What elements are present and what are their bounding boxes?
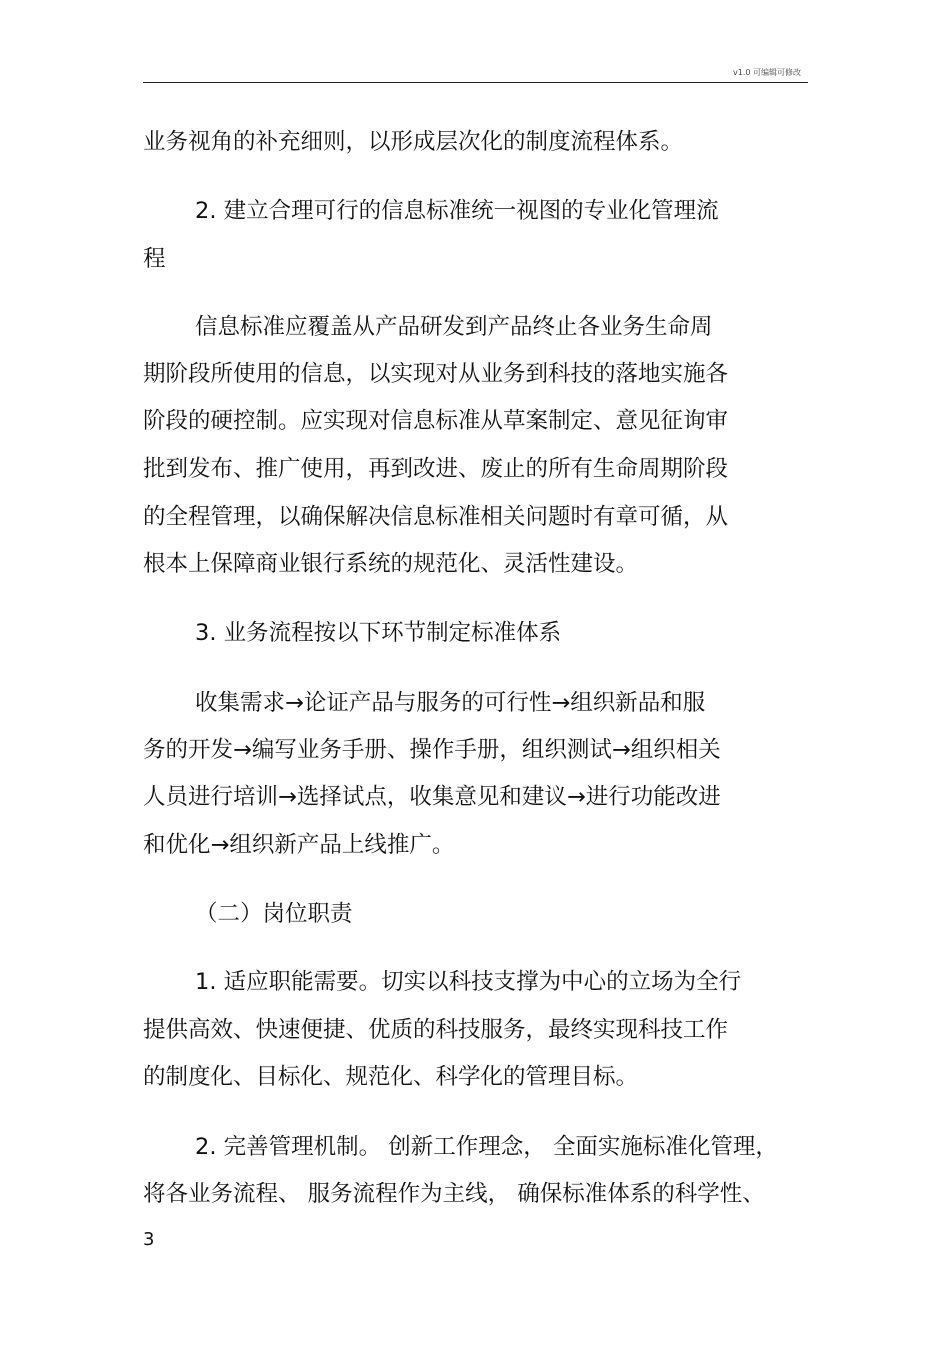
text-line: 务的开发→编写业务手册、操作手册，组织测试→组织相关 <box>143 737 721 763</box>
text-line: 根本上保障商业银行系统的规范化、灵活性建设。 <box>143 551 639 577</box>
text-line: 将各业务流程、 服务流程作为主线， 确保标准体系的科学性、 <box>143 1181 765 1207</box>
text-line: 阶段的硬控制。应实现对信息标准从草案制定、意见征询审 <box>143 408 729 434</box>
text-line: 2. 完善管理机制。 创新工作理念， 全面实施标准化管理， <box>195 1134 778 1160</box>
section-heading: （二）岗位职责 <box>195 901 353 927</box>
text-line: 的全程管理，以确保解决信息标准相关问题时有章可循，从 <box>143 504 729 530</box>
text-line: 业务视角的补充细则，以形成层次化的制度流程体系。 <box>143 129 684 155</box>
section-heading-continued: 程 <box>143 246 166 272</box>
header-divider <box>143 82 808 83</box>
text-line: 的制度化、目标化、规范化、科学化的管理目标。 <box>143 1064 639 1090</box>
section-heading: 2. 建立合理可行的信息标准统一视图的专业化管理流 <box>195 198 719 224</box>
section-heading: 3. 业务流程按以下环节制定标准体系 <box>195 620 562 646</box>
text-line: 批到发布、推广使用，再到改进、废止的所有生命周期阶段 <box>143 456 729 482</box>
text-line: 1. 适应职能需要。切实以科技支撑为中心的立场为全行 <box>195 969 742 995</box>
text-line: 人员进行培训→选择试点，收集意见和建议→进行功能改进 <box>143 784 721 810</box>
text-line: 和优化→组织新产品上线推广。 <box>143 832 455 858</box>
text-line: 信息标准应覆盖从产品研发到产品终止各业务生命周 <box>195 314 713 340</box>
page-number: 3 <box>143 1229 155 1250</box>
text-line: 提供高效、快速便捷、优质的科技服务，最终实现科技工作 <box>143 1017 729 1043</box>
version-label: v1.0 可编辑可修改 <box>733 68 801 77</box>
text-line: 期阶段所使用的信息，以实现对从业务到科技的落地实施各 <box>143 361 729 387</box>
text-line: 收集需求→论证产品与服务的可行性→组织新品和服 <box>195 690 706 716</box>
